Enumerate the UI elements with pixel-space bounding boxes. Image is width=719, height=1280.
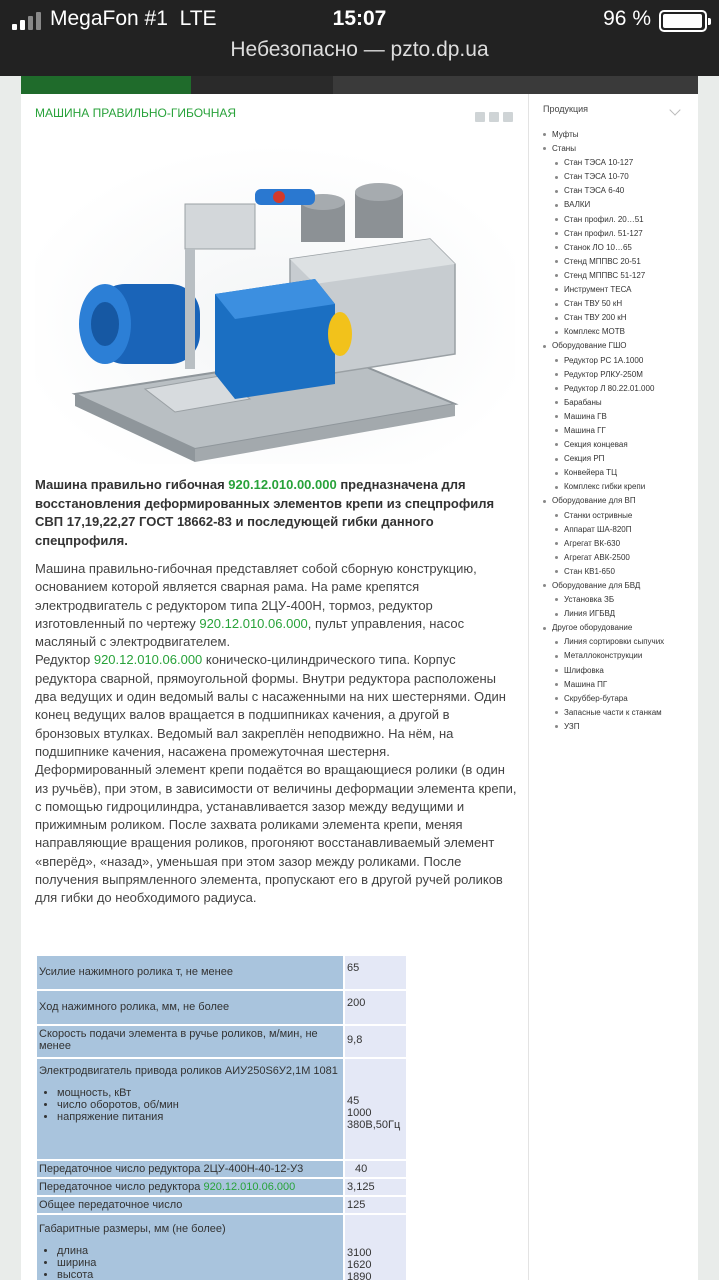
sidebar-item[interactable]: Редуктор РС 1А.1000 (539, 354, 694, 368)
spec-key (37, 1215, 343, 1280)
lead-code-link[interactable]: 920.12.010.00.000 (228, 477, 337, 492)
sidebar-item[interactable]: Станы (539, 142, 694, 156)
list-item: • напряжение питания (57, 1111, 341, 1123)
sidebar-item[interactable]: Стан ТВУ 50 кН (539, 297, 694, 311)
spec-key: Ход нажимного ролика, мм, не более (37, 991, 343, 1024)
p2-text-start: Редуктор (35, 652, 94, 668)
network-type: LTE (179, 7, 217, 30)
p1-code-link[interactable]: 920.12.010.06.000 (199, 615, 308, 631)
spec-value-line: 1000 (347, 1107, 372, 1119)
sidebar-item[interactable]: Линия ИГБВД (539, 607, 694, 621)
spec-value-line: 1620 (347, 1259, 372, 1271)
spec-key: Общее передаточное число (37, 1197, 343, 1213)
description (35, 560, 517, 908)
sidebar-item[interactable]: Машина ГГ (539, 424, 694, 438)
sidebar-item[interactable]: Линия сортировки сыпучих (539, 635, 694, 649)
url-bar[interactable]: Небезопасно — pzto.dp.ua (230, 38, 489, 61)
email-icon[interactable] (503, 112, 513, 122)
table-row (37, 1161, 406, 1177)
list-item: • ширина (57, 1257, 341, 1269)
table-row (37, 956, 406, 989)
specs-table (35, 954, 408, 1280)
sidebar-item[interactable]: Оборудование для ВП (539, 494, 694, 508)
sidebar-item[interactable]: Барабаны (539, 396, 694, 410)
spec-value (345, 1059, 406, 1159)
spec-value: 40 (345, 1161, 406, 1177)
table-row (37, 1059, 406, 1159)
paragraph-1 (35, 560, 517, 651)
sidebar-item[interactable]: Стан ТЭСА 10-70 (539, 170, 694, 184)
p2-text-end: коническо-цилиндрического типа. Корпус редуктора сварной, прямоугольной формы. Внутри редуктора расположены два ведущих и один ведомый валы с насаженными на них шестернями. Один конец ведущих валов вращается в подшипниках качения, а другой в бронзовых втулках. Ведомый вал закреплён неподвижно. На нём, на подшипнике качения, насажена промежуточная шестерня. (35, 652, 506, 759)
list-item: • высота (57, 1269, 341, 1280)
spec-value: 3,125 (345, 1179, 406, 1195)
table-row (37, 1215, 406, 1280)
sidebar-item[interactable]: Комплекс МОТВ (539, 325, 694, 339)
sidebar-item[interactable]: Скруббер-бутара (539, 692, 694, 706)
sidebar-item[interactable]: Стан профил. 20…51 (539, 213, 694, 227)
battery-icon (659, 10, 707, 32)
nav-tab[interactable] (191, 76, 333, 94)
spec-key: Скорость подачи элемента в ручье роликов, м/мин, не менее (37, 1026, 343, 1057)
sidebar-item[interactable]: Оборудование ГШО (539, 339, 694, 353)
sidebar-item[interactable]: Станок ЛО 10…65 (539, 241, 694, 255)
sidebar-item[interactable]: Комплекс гибки крепи (539, 480, 694, 494)
sidebar-item[interactable]: Стан профил. 51-127 (539, 227, 694, 241)
list-item: • длина (57, 1245, 341, 1257)
sidebar-item[interactable]: Секция концевая (539, 438, 694, 452)
sidebar-item[interactable]: Стан ТЭСА 6-40 (539, 184, 694, 198)
p1-text-start: Машина правильно-гибочная представляет собой сборную конструкцию, основанием которой является сварная рама. На раме крепятся электродвигатель с редуктором типа 2ЦУ-400Н, тормоз, редуктор изготовленный по чертежу (35, 561, 477, 631)
table-row (37, 1026, 406, 1057)
nav-tab-active[interactable] (21, 76, 191, 94)
sidebar-item[interactable]: Запасные части к станкам (539, 706, 694, 720)
spec-key-title: Габаритные размеры, мм (не более) (39, 1223, 226, 1235)
sidebar-item[interactable]: Стенд МППВС 20-51 (539, 255, 694, 269)
sidebar-item[interactable]: Редуктор РЛКУ-250М (539, 368, 694, 382)
sidebar-item[interactable]: Шлифовка (539, 664, 694, 678)
machine-image (35, 144, 515, 464)
p1-text-end: , пульт управления, насос масляный с электродвигателем. (35, 615, 465, 650)
spec-key-title: Электродвигатель привода роликов АИУ250S6У2,1М 1081 (39, 1065, 338, 1077)
sidebar-heading[interactable]: Продукция (543, 104, 589, 114)
sidebar-item[interactable]: Агрегат ВК-630 (539, 537, 694, 551)
sidebar-item[interactable]: Установка ЗБ (539, 593, 694, 607)
table-row (37, 1179, 406, 1195)
sidebar-item[interactable]: Редуктор Л 80.22.01.000 (539, 382, 694, 396)
carrier-name: MegaFon #1 (50, 7, 168, 30)
sidebar-item[interactable]: Инструмент ТЕСА (539, 283, 694, 297)
table-row (37, 1197, 406, 1213)
sidebar-item[interactable]: Машина ПГ (539, 678, 694, 692)
battery-percent: 96 % (603, 7, 651, 30)
page (21, 94, 698, 1280)
spec-value (345, 1215, 406, 1280)
sidebar-item[interactable]: Секция РП (539, 452, 694, 466)
spec-key-text: Передаточное число редуктора (39, 1181, 204, 1193)
paragraph-3: Деформированный элемент крепи подаётся во вращающиеся ролики (в один из ручьёв), при этом, в зависимости от величины деформации элемента крепи, с помощью гидроцилиндра, устанавливается зазор между ведущими и прижимным роликом. После захвата роликами элемента крепи, меняя направляющие вращения роликов, прогоняют восстанавливаемый элемент «вперёд», «назад», уменьшая при этом зазор между роликами. После получения выпрямленного элемента, пропускают его в другой ручей роликов для гибки до необходимого радиуса. (35, 762, 517, 906)
sidebar-item[interactable]: Машина ГВ (539, 410, 694, 424)
list-item: • число оборотов, об/мин (57, 1099, 341, 1111)
sidebar-item[interactable]: Стенд МППВС 51-127 (539, 269, 694, 283)
sidebar-item[interactable]: Конвейера ТЦ (539, 466, 694, 480)
browser-chrome (0, 0, 719, 76)
spec-key (37, 1059, 343, 1159)
page-title: МАШИНА ПРАВИЛЬНО-ГИБОЧНАЯ (35, 106, 237, 120)
sidebar-item[interactable]: Оборудование для БВД (539, 579, 694, 593)
paragraph-2 (35, 651, 517, 761)
spec-value: 200 (345, 991, 406, 1024)
sidebar-item[interactable]: Аппарат ША-820П (539, 523, 694, 537)
list-item: • мощность, кВт (57, 1087, 341, 1099)
sidebar-item[interactable]: УЗП (539, 720, 694, 734)
sidebar (528, 94, 698, 1280)
sidebar-item[interactable]: ВАЛКИ (539, 198, 694, 212)
main-content (21, 94, 528, 1280)
status-bar (0, 0, 719, 40)
sidebar-item[interactable]: Станки остривные (539, 509, 694, 523)
print-icon[interactable] (489, 112, 499, 122)
spec-code-link[interactable]: 920.12.010.06.000 (203, 1181, 296, 1193)
spec-key: Передаточное число редуктора 2ЦУ-400Н-40-12-У3 (37, 1161, 343, 1177)
spec-value-line: 1890 (347, 1271, 372, 1280)
sidebar-item[interactable]: Стан ТЭСА 10-127 (539, 156, 694, 170)
sidebar-menu (539, 128, 694, 734)
table-row (37, 991, 406, 1024)
sidebar-item[interactable]: Стан КВ1-650 (539, 565, 694, 579)
spec-value: 65 (345, 956, 406, 989)
pdf-icon[interactable] (475, 112, 485, 122)
spec-value-line: 45 (347, 1095, 360, 1107)
spec-sublist (39, 1245, 341, 1280)
sidebar-item[interactable]: Другое оборудование (539, 621, 694, 635)
p2-code-link[interactable]: 920.12.010.06.000 (93, 652, 203, 668)
spec-value: 125 (345, 1197, 406, 1213)
chevron-down-icon[interactable] (669, 104, 680, 115)
sidebar-item[interactable]: Стан ТВУ 200 кН (539, 311, 694, 325)
spec-key: Усилие нажимного ролика т, не менее (37, 956, 343, 989)
spec-key (37, 1179, 343, 1195)
spec-sublist (39, 1087, 341, 1123)
sidebar-item[interactable]: Муфты (539, 128, 694, 142)
lead-text-start: Машина правильно гибочная (35, 477, 229, 492)
lead-text-end: предназначена для восстановления деформированных элементов крепи из спецпрофиля СВП 17,19,22,27 ГОСТ 18662-83 и последующей гибки данного спецпрофиля. (35, 477, 495, 548)
site-nav (21, 76, 698, 94)
spec-value-line: 3100 (347, 1247, 372, 1259)
page-tools (475, 112, 513, 122)
sidebar-item[interactable]: Металлоконструкции (539, 649, 694, 663)
sidebar-item[interactable]: Агрегат АВК-2500 (539, 551, 694, 565)
clock: 15:07 (332, 7, 387, 30)
lead-paragraph (35, 476, 517, 550)
spec-value: 9,8 (345, 1026, 406, 1057)
spec-value-line: 380В,50Гц (347, 1119, 401, 1131)
